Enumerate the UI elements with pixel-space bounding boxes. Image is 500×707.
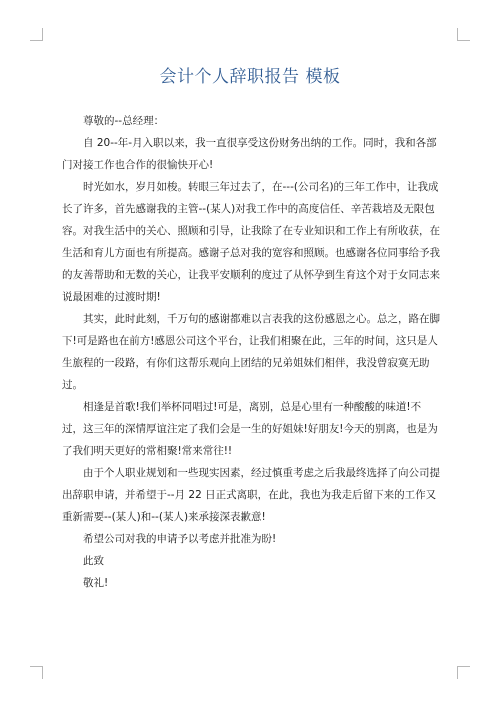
page-corner-mark-top-left	[30, 28, 43, 41]
paragraph-resignation: 由于个人职业规划和一些现实因素，经过慎重考虑之后我最终选择了向公司提出辞职申请，并希望于--月 22 日正式离职，在此，我也为我走后留下来的工作又重新需要--(某人)和--(某人)来承接深表歉意!	[62, 467, 440, 523]
document-body	[62, 110, 442, 594]
paragraph-thanks: 其实，此时此刻，千万句的感谢都难以言表我的这份感恩之心。总之，路在脚下!可是路也在前方!感恩公司这个平台，让我们相聚在此，三年的时间，这只是人生旅程的一段路，有你们这帮乐观向上团结的兄弟姐妹们相伴，我没曾寂寞无助过。	[62, 313, 440, 391]
closing-line: 此致	[83, 555, 104, 567]
document-title: 会计个人辞职报告 模板	[159, 67, 341, 87]
page-corner-mark-bottom-right	[457, 666, 470, 679]
paragraph-farewell: 相逢是首歌!我们举杯同唱过!可是，离别，总是心里有一种酸酸的味道!不过，这三年的深情厚谊注定了我们会是一生的好姐妹!好朋友!今天的别离，也是为了我们明天更好的常相聚!常来常往!!	[62, 401, 438, 457]
page-corner-mark-top-right	[457, 28, 470, 41]
salutation: 尊敬的--总经理：	[83, 115, 165, 127]
closing-regards: 敬礼!	[83, 577, 109, 589]
paragraph-request: 希望公司对我的申请予以考虑并批准为盼!	[83, 533, 277, 545]
paragraph-gratitude: 时光如水，岁月如梭。转眼三年过去了，在---(公司名)的三年工作中，让我成长了许多，首先感谢我的主管--(某人)对我工作中的高度信任、辛苦栽培及无限包容。对我生活中的关心、照顾和引导，让我除了在专业知识和工作上有所收获，在生活和育儿方面也有所提高。感谢子总对我的宽容和照顾。也感谢各位同事给予我的友善帮助和无数的关心，让我平安顺利的度过了从怀孕到生育这个对于女同志来说最困难的过渡时期!	[62, 181, 440, 303]
paragraph-intro: 自 20--年-月入职以来，我一直很享受这份财务出纳的工作。同时，我和各部门对接工作也合作的很愉快开心!	[62, 137, 437, 171]
page-corner-mark-bottom-left	[30, 666, 43, 679]
